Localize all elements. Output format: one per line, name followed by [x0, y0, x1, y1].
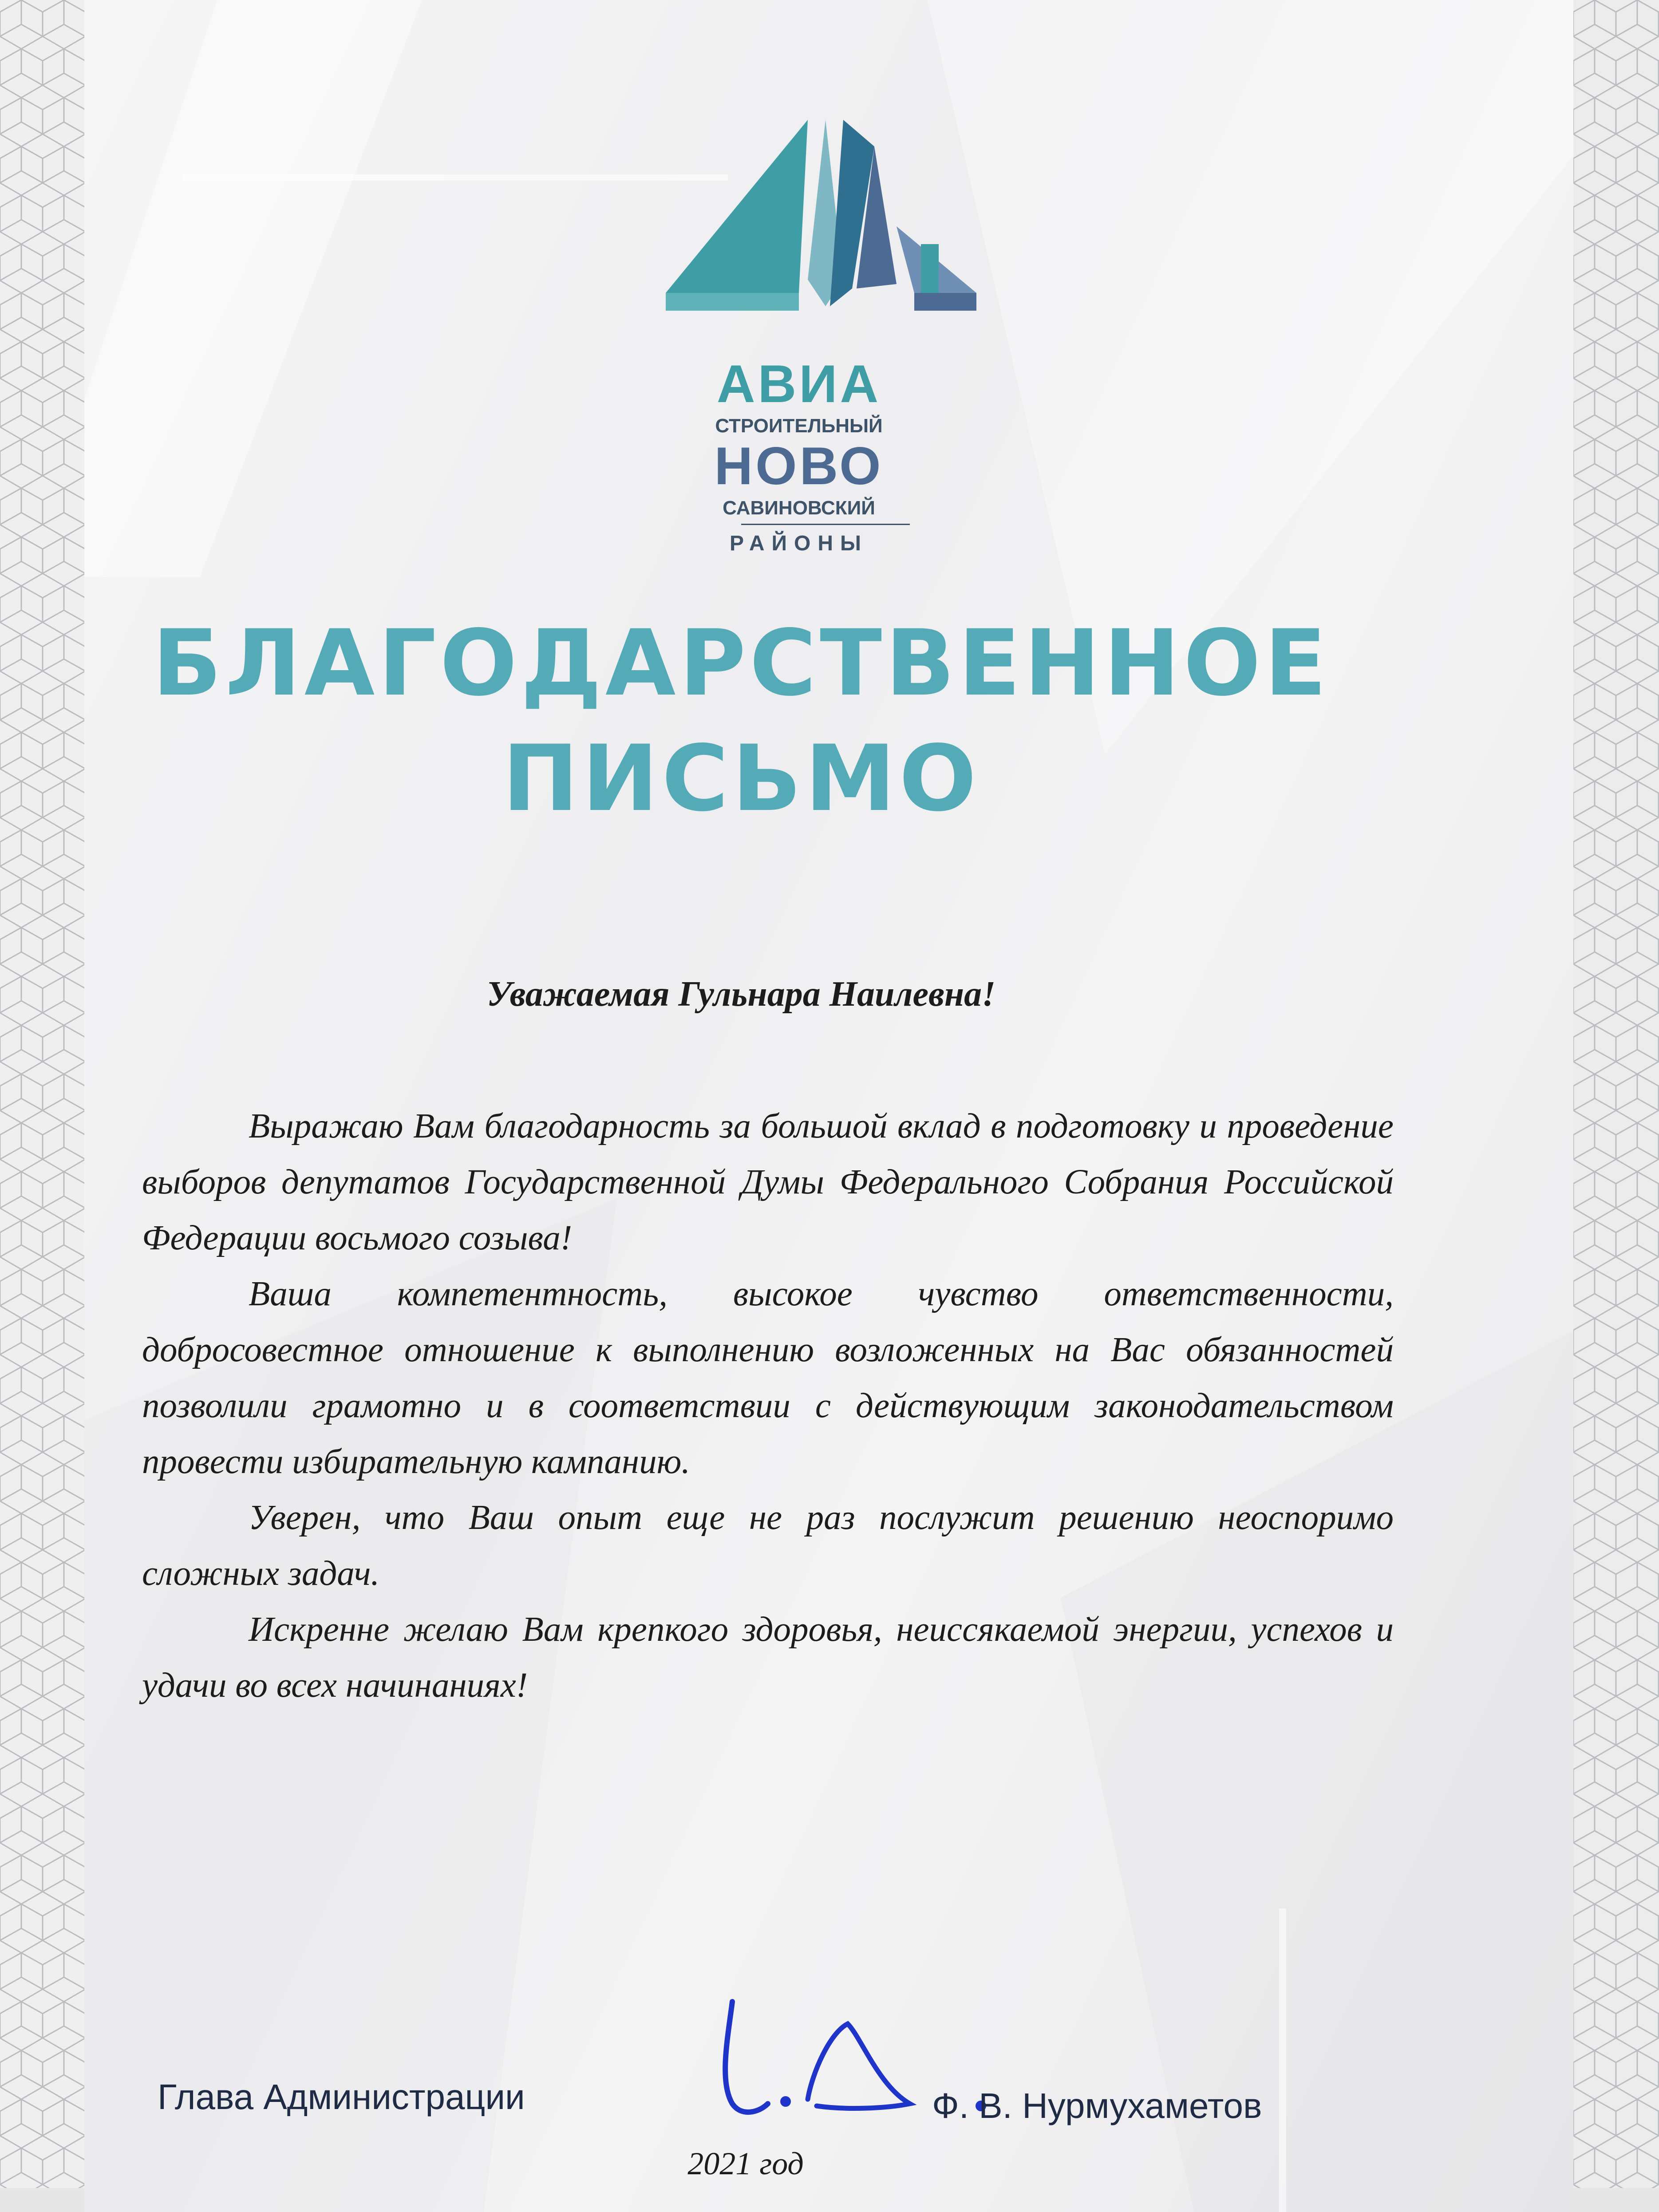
logo-text-avia: АВИА: [716, 354, 881, 414]
document-title-line-1: БЛАГОДАРСТВЕННОЕ: [152, 611, 1330, 716]
logo-text-raiony: РАЙОНЫ: [730, 532, 868, 555]
logo-text-novo: НОВО: [714, 436, 884, 496]
lattice-border-left: [0, 0, 84, 2212]
body-paragraph: Выражаю Вам благодарность за большой вклад в подготовку и проведение выборов депутатов Государственной Думы Федерального Собрания Российской Федерации восьмого созыва!: [142, 1107, 1394, 1257]
logo-text-savinovsky: САВИНОВСКИЙ: [723, 497, 875, 519]
body-paragraph: Ваша компетентность, высокое чувство ответственности, добросовестное отношение к выполнению возложенных на Вас обязанностей позволили грамотно и в соответствии с действующим законодательством провести избирательную кампанию.: [142, 1275, 1394, 1481]
document-title-line-2: ПИСЬМО: [502, 726, 980, 832]
signer-name: Ф. В. Нурмухаметов: [932, 2086, 1262, 2125]
logo-text-stroitelny: СТРОИТЕЛЬНЫЙ: [715, 415, 883, 437]
letter-year: 2021 год: [687, 2146, 804, 2181]
body-paragraph: Искренне желаю Вам крепкого здоровья, неиссякаемой энергии, успехов и удачи во всех начинаниях!: [142, 1610, 1394, 1705]
logo-mountain-icon: [666, 120, 981, 315]
body-paragraph: Уверен, что Ваш опыт еще не раз послужит решению неоспоримо сложных задач.: [142, 1498, 1394, 1593]
lattice-border-right: [1573, 0, 1659, 2212]
logo-divider: [741, 524, 910, 525]
letter-body: [142, 1098, 1394, 1714]
greeting: Уважаемая Гульнара Наилевна!: [486, 975, 996, 1014]
signer-title: Глава Администрации: [158, 2077, 525, 2117]
